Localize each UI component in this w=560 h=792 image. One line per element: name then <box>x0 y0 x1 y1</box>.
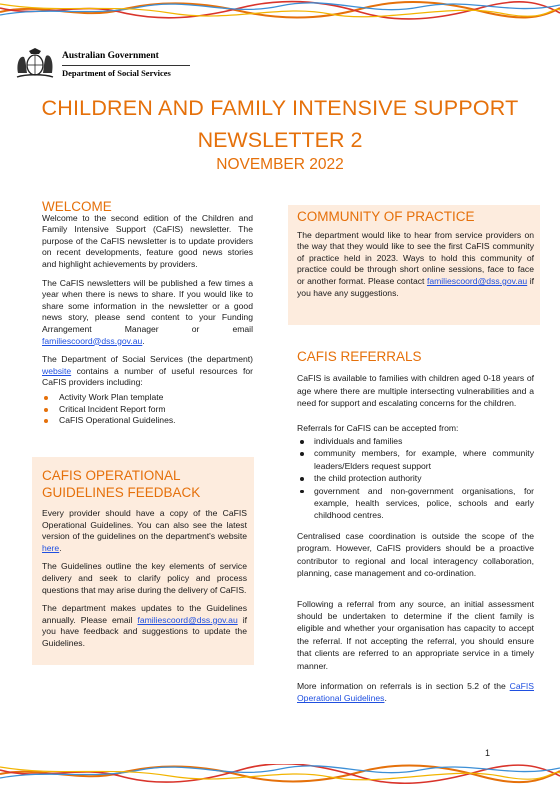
guidelines-heading: CAFIS OPERATIONAL GUIDELINES FEEDBACK <box>42 468 201 500</box>
guidelines-paragraph-3-text: The department makes updates to the Guidelines annually. Please email <box>42 603 247 625</box>
guidelines-paragraph-1-end: . <box>59 542 62 553</box>
spacer <box>297 588 534 598</box>
email-link[interactable]: familiescoord@dss.gov.au <box>42 335 143 346</box>
referrals-heading: CAFIS REFERRALS <box>297 349 422 364</box>
referrals-paragraph-4: Following a referral from any source, an initial assessment should be undertaken to determine if the client family is eligible and whether your organisation has capacity to accept the referral. If not accepting the referral, you should ensure that clients are referred to an appropriate service in a timely manner. <box>297 598 534 671</box>
referral-sources-list <box>297 435 534 522</box>
website-link[interactable]: website <box>42 365 72 376</box>
referrals-paragraph-1: CaFIS is available to families with children aged 0-18 years of age where there are multiple intersecting vulnerabilities and a need for support and escalating concerns for the children. <box>297 373 534 409</box>
here-link[interactable]: here <box>42 542 60 553</box>
page-number: 1 <box>485 748 491 758</box>
welcome-paragraph-3 <box>42 354 253 389</box>
list-item: government and non-government organisations, for example, health services, police, schools and early childhood centres. <box>314 485 534 521</box>
guidelines-paragraph-1 <box>42 508 247 554</box>
welcome-heading: WELCOME <box>42 199 112 214</box>
coat-of-arms-icon <box>14 47 56 83</box>
list-item: CaFIS Operational Guidelines. <box>59 415 253 427</box>
newsletter-number: NEWSLETTER 2 <box>197 128 363 152</box>
government-logo <box>14 47 194 83</box>
email-link[interactable]: familiescoord@dss.gov.au <box>137 614 238 625</box>
guidelines-link[interactable]: CaFIS Operational Guidelines <box>297 680 534 704</box>
list-item: Activity Work Plan template <box>59 392 253 404</box>
welcome-paragraph-2-end: . <box>142 335 145 346</box>
decorative-wave-band-top <box>0 0 560 20</box>
list-item: community members, for example, where community leaders/Elders request support <box>314 448 534 471</box>
welcome-paragraph-3-end: contains a number of useful resources for CaFIS providers including: <box>42 365 253 388</box>
welcome-paragraph-2 <box>42 278 253 348</box>
community-paragraph <box>297 230 534 300</box>
org-name: Australian Government <box>62 51 159 61</box>
welcome-section <box>42 201 253 427</box>
community-paragraph-text: The department would like to hear from service providers on the way that they would like to see the first CaFIS community of practice held in 2023. Ways to hold this community of practice could be through short online sessions, face to face or another format. Please contact <box>297 229 534 286</box>
community-of-practice-box <box>288 205 540 325</box>
welcome-paragraph-3-text: The Department of Social Services (the department) <box>42 354 253 365</box>
decorative-wave-band-bottom <box>0 764 560 784</box>
referrals-paragraph-3: Centralised case coordination is outside the scope of the program. However, CaFIS providers should be a proactive contributor to regional and local interagency collaboration, planning, case management and co-ordination. <box>297 530 534 579</box>
newsletter-title: CHILDREN AND FAMILY INTENSIVE SUPPORT <box>41 96 519 120</box>
referrals-paragraph-2: Referrals for CaFIS can be accepted from: <box>297 422 459 433</box>
guidelines-paragraph-2: The Guidelines outline the key elements of service delivery and seek to clarify policy and process questions that may arise during the delivery of CaFIS. <box>42 561 247 595</box>
list-item: Critical Incident Report form <box>59 404 253 416</box>
welcome-paragraph-2-text: The CaFIS newsletters will be published a few times a year when there is news to share. If you would like to share some information in the newsletter or a good news story, please send content to your Funding Arrangement Manager or email <box>42 277 253 334</box>
email-link[interactable]: familiescoord@dss.gov.au <box>426 275 528 286</box>
guidelines-paragraph-3 <box>42 603 247 649</box>
community-paragraph-end: if you have any suggestions. <box>297 275 534 298</box>
newsletter-date: NOVEMBER 2022 <box>216 156 344 173</box>
referrals-section <box>297 351 534 713</box>
referrals-paragraph-5-text: More information on referrals is in section 5.2 of the <box>297 680 510 691</box>
department-name: Department of Social Services <box>62 68 171 78</box>
guidelines-paragraph-3-end: if you have feedback and suggestions to update the Guidelines. <box>42 614 247 648</box>
resource-list <box>42 392 253 427</box>
community-heading: COMMUNITY OF PRACTICE <box>297 209 475 224</box>
referrals-paragraph-5-end: . <box>384 693 387 704</box>
welcome-paragraph-1: Welcome to the second edition of the Children and Family Intensive Support (CaFIS) newsletter. The purpose of the CaFIS newsletter is to update providers on recent developments, feature good news stories and highlight achievements by providers. <box>42 212 253 269</box>
list-item: individuals and families <box>314 435 534 447</box>
guidelines-feedback-box <box>32 457 254 665</box>
referrals-paragraph-5 <box>297 680 534 705</box>
list-item: the child protection authority <box>314 472 534 484</box>
guidelines-paragraph-1-text: Every provider should have a copy of the CaFIS Operational Guidelines. You can also see the latest version of the guidelines on the department's website <box>42 508 247 542</box>
logo-divider <box>62 65 190 66</box>
